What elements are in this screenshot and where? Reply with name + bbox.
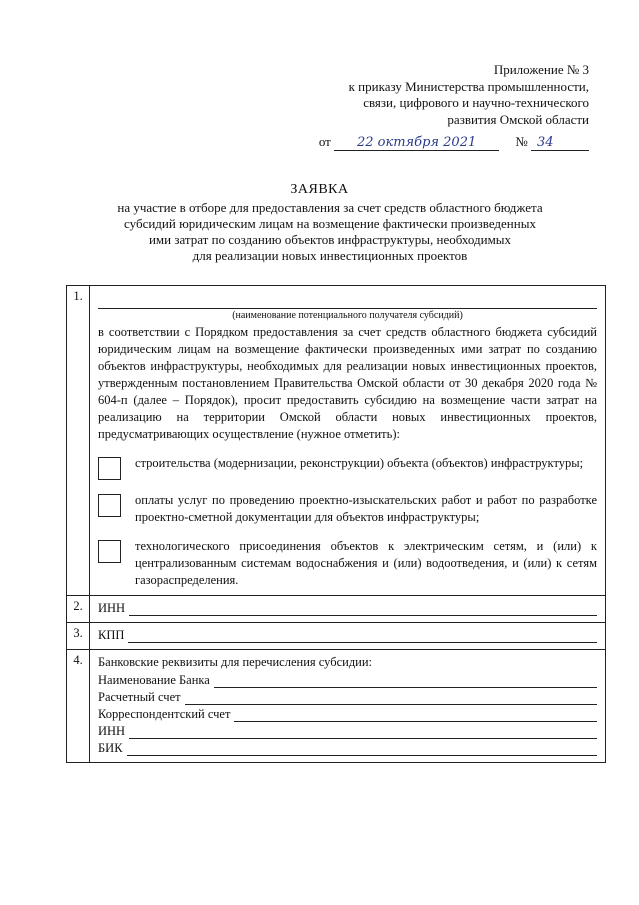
kpp-input-line[interactable] bbox=[128, 630, 597, 643]
applicant-name-field[interactable] bbox=[98, 292, 597, 309]
from-label: от bbox=[318, 134, 331, 149]
bik-input-line[interactable] bbox=[127, 743, 597, 756]
bank-details-heading: Банковские реквизиты для перечисления субсидии: bbox=[98, 655, 373, 669]
option-construction bbox=[98, 455, 597, 480]
order-date-handwritten: 22 октября 2021 bbox=[334, 135, 499, 151]
subtitle-line: субсидий юридическим лицам на возмещение фактически произведенных bbox=[124, 216, 536, 231]
appendix-line-ministry: связи, цифрового и научно-технического bbox=[363, 95, 589, 110]
order-date-number bbox=[289, 133, 589, 151]
subtitle-line: на участие в отборе для предоставления за счет средств областного бюджета bbox=[117, 200, 543, 215]
form-row-kpp bbox=[67, 623, 606, 650]
bank-name-input-line[interactable] bbox=[214, 675, 597, 688]
row-kpp-body bbox=[90, 623, 606, 650]
form-row-applicant bbox=[67, 286, 606, 596]
subtitle-line: ими затрат по созданию объектов инфраструктуры, необходимых bbox=[148, 232, 512, 247]
appendix-header bbox=[289, 62, 589, 128]
row-number: 1. bbox=[67, 286, 90, 596]
bank-inn-input-line[interactable] bbox=[129, 726, 597, 739]
row-bank-body bbox=[90, 650, 606, 763]
kpp-field bbox=[98, 627, 597, 643]
document-subtitle bbox=[75, 200, 585, 264]
option-design-works-checkbox[interactable] bbox=[98, 494, 121, 517]
bik-field bbox=[98, 740, 597, 756]
bank-inn-label: ИНН bbox=[98, 724, 126, 738]
bank-name-field bbox=[98, 672, 597, 688]
row-number: 2. bbox=[67, 596, 90, 623]
correspondent-account-field bbox=[98, 706, 597, 722]
applicant-name-caption: (наименование потенциального получателя субсидий) bbox=[232, 310, 463, 321]
document-title: ЗАЯВКА bbox=[290, 182, 349, 197]
option-construction-checkbox[interactable] bbox=[98, 457, 121, 480]
subtitle-line: для реализации новых инвестиционных проектов bbox=[192, 248, 468, 263]
option-design-works bbox=[98, 492, 597, 526]
bik-label: БИК bbox=[98, 741, 123, 755]
number-label: № bbox=[515, 134, 528, 149]
row-number: 3. bbox=[67, 623, 90, 650]
bank-name-label: Наименование Банка bbox=[98, 673, 210, 687]
settlement-account-input-line[interactable] bbox=[185, 692, 597, 705]
inn-field bbox=[98, 600, 597, 616]
appendix-title: Приложение № 3 bbox=[493, 62, 589, 77]
option-construction-text: строительства (модернизации, реконструкции) объекта (объектов) инфраструктуры; bbox=[135, 456, 584, 470]
form-row-bank bbox=[67, 650, 606, 763]
row-inn-body bbox=[90, 596, 606, 623]
correspondent-account-label: Корреспондентский счет bbox=[98, 707, 231, 721]
order-number-handwritten: 34 bbox=[531, 135, 589, 151]
correspondent-account-input-line[interactable] bbox=[234, 709, 597, 722]
inn-input-line[interactable] bbox=[129, 603, 597, 616]
option-design-works-text: оплаты услуг по проведению проектно-изыскательских работ и работ по разработке проектно-сметной документации для объектов инфраструктуры; bbox=[135, 493, 597, 524]
appendix-line-order: к приказу Министерства промышленности, bbox=[348, 78, 589, 94]
appendix-line-region: развития Омской области bbox=[447, 111, 589, 127]
option-connection-checkbox[interactable] bbox=[98, 540, 121, 563]
applicant-paragraph: в соответствии с Порядком предоставления за счет средств областного бюджета субсидий юридическим лицам на возмещение фактически произведенных ими затрат по созданию объектов инфраструктуры, необходимых для реализации новых инвестиционных проектов, утвержденным постановлением Правительства Омской области от 30 декабря 2020 года № 604-п (далее – Порядок), просит предоставить субсидию на возмещение части затрат на реализацию на территории Омской области новых инвестиционных проектов, предусматривающих осуществление (нужное отметить): bbox=[98, 325, 597, 441]
row-number: 4. bbox=[67, 650, 90, 763]
row-applicant-body bbox=[90, 286, 606, 596]
option-connection bbox=[98, 538, 597, 589]
option-connection-text: технологического присоединения объектов к электрическим сетям, и (или) к централизованным системам водоснабжения и (или) водоотведения, и (или) к сетям газораспределения. bbox=[135, 539, 597, 587]
application-form-table bbox=[66, 285, 606, 763]
form-row-inn bbox=[67, 596, 606, 623]
inn-label: ИНН bbox=[98, 601, 126, 615]
kpp-label: КПП bbox=[98, 628, 125, 642]
settlement-account-field bbox=[98, 689, 597, 705]
settlement-account-label: Расчетный счет bbox=[98, 690, 181, 704]
bank-inn-field bbox=[98, 723, 597, 739]
